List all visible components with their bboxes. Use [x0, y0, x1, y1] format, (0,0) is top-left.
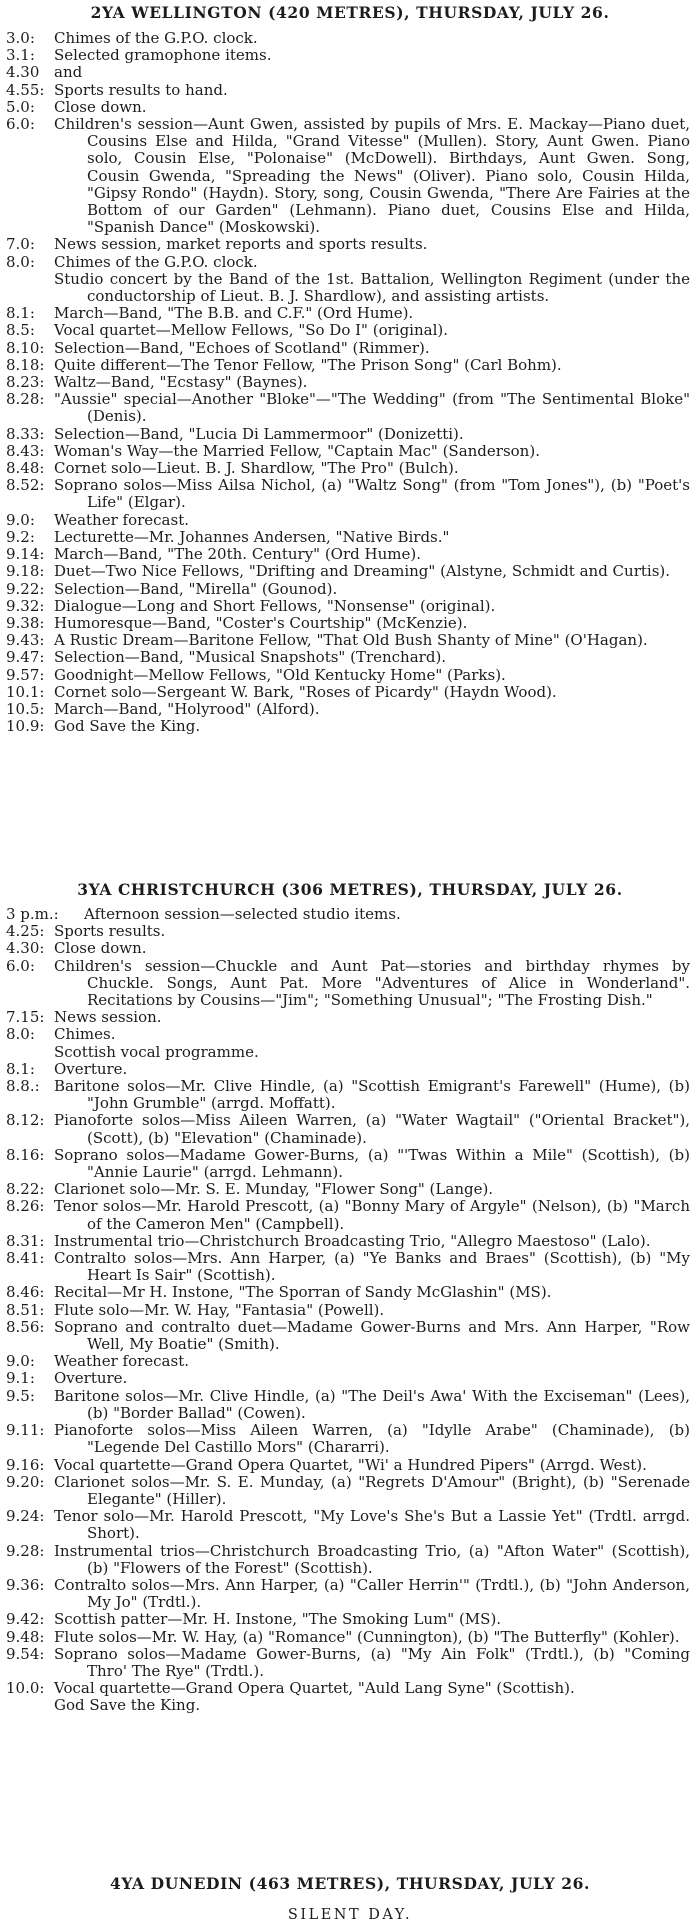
- entry-description: Weather forecast.: [54, 510, 189, 529]
- entry-description: Selection—Band, "Lucia Di Lammermoor" (Donizetti).: [54, 424, 464, 443]
- entry-description: Weather forecast.: [54, 1352, 189, 1371]
- entry-description-cell: [54, 1680, 700, 1697]
- programme-entry: [0, 546, 700, 563]
- entry-time: 9.2:: [6, 527, 35, 546]
- programme-entry: [0, 477, 700, 511]
- entry-description: Soprano and contralto duet—Madame Gower-Burns and Mrs. Ann Harper, "Row Well, My Boatie" (Smith).: [54, 1317, 690, 1354]
- entry-description-cell: [54, 1044, 700, 1061]
- programme-entry: [0, 1198, 700, 1232]
- entry-time: 9.11:: [6, 1421, 45, 1440]
- entry-time: 9.24:: [6, 1507, 45, 1526]
- entry-description-cell: [54, 684, 700, 701]
- entry-description: Flute solo—Mr. W. Hay, "Fantasia" (Powell).: [54, 1300, 385, 1319]
- entry-time: 4.30: [6, 63, 40, 82]
- entry-time: 7.0:: [6, 235, 35, 254]
- entry-description-cell: [54, 1078, 700, 1112]
- programme-entry: [0, 649, 700, 666]
- entry-time: 8.10:: [6, 338, 45, 357]
- programme-entry: [0, 64, 700, 81]
- programme-entry: [0, 99, 700, 116]
- entry-time: 8.48:: [6, 459, 45, 478]
- section-heading-dunedin: 4YA DUNEDIN (463 METRES), THURSDAY, JULY 26.: [110, 1874, 590, 1893]
- entry-description-cell: [54, 1422, 700, 1456]
- entry-description: Contralto solos—Mrs. Ann Harper, (a) "Caller Herrin'" (Trdtl.), (b) "John Anderson, My Jo" (Trdtl.).: [54, 1575, 690, 1612]
- programme-entry: [0, 1302, 700, 1319]
- entry-description: Tenor solo—Mr. Harold Prescott, "My Love's She's But a Lassie Yet" (Trdtl. arrgd. Short).: [54, 1507, 690, 1543]
- schedule-christchurch: [0, 906, 700, 1715]
- programme-entry: [0, 1680, 700, 1697]
- entry-description-cell: [54, 1388, 700, 1422]
- entry-description-cell: [54, 391, 700, 425]
- programme-entry: [0, 1319, 700, 1353]
- entry-description-cell: [54, 701, 700, 718]
- entry-time: 9.1:: [6, 1369, 35, 1388]
- entry-time: 9.54:: [6, 1644, 45, 1663]
- entry-description: Overture.: [54, 1059, 128, 1078]
- entry-time: 9.42:: [6, 1610, 45, 1629]
- entry-description-cell: [54, 667, 700, 684]
- entry-description: Close down.: [54, 939, 147, 958]
- entry-description-cell: [54, 1302, 700, 1319]
- programme-entry: [0, 718, 700, 735]
- entry-description: God Save the King.: [54, 717, 201, 736]
- programme-entry: [0, 236, 700, 253]
- programme-entry: [0, 1353, 700, 1370]
- entry-description: News session.: [54, 1008, 162, 1027]
- entry-description: Afternoon session—selected studio items.: [84, 905, 401, 923]
- entry-description-cell: [54, 1147, 700, 1181]
- entry-description-cell: [54, 116, 700, 236]
- entry-description: Vocal quartette—Grand Opera Quartet, "Auld Lang Syne" (Scottish).: [54, 1679, 575, 1698]
- entry-description: Soprano solos—Miss Ailsa Nichol, (a) "Waltz Song" (from "Tom Jones"), (b) "Poet's Life" (Elgar).: [54, 476, 690, 512]
- entry-description: Sports results.: [54, 922, 166, 941]
- entry-description: March—Band, "Holyrood" (Alford).: [54, 699, 320, 718]
- entry-description: Pianoforte solos—Miss Aileen Warren, (a) "Idylle Arabe" (Chaminade), (b) "Legende Del Castillo Mors" (Chararri).: [54, 1421, 690, 1457]
- entry-time: 7.15:: [6, 1008, 45, 1027]
- entry-description: Chimes of the G.P.O. clock.: [54, 29, 258, 47]
- section-heading-wellington: 2YA WELLINGTON (420 METRES), THURSDAY, JULY 26.: [90, 3, 610, 22]
- entry-description: Pianoforte solos—Miss Aileen Warren, (a) "Water Wagtail" ("Oriental Bracket"), (Scott), (b) "Elevation" (Chaminade).: [54, 1111, 690, 1147]
- entry-time: 8.18:: [6, 355, 45, 374]
- entry-time: 8.26:: [6, 1197, 45, 1216]
- entry-description-cell: [54, 305, 700, 322]
- entry-time: 8.5:: [6, 321, 35, 340]
- entry-description-cell: [54, 598, 700, 615]
- entry-description: Clarionet solos—Mr. S. E. Munday, (a) "Regrets D'Amour" (Bright), (b) "Serenade Elegante" (Hiller).: [54, 1472, 690, 1508]
- programme-entry: [0, 116, 700, 236]
- programme-entry: [0, 254, 700, 271]
- programme-entry: [0, 1112, 700, 1146]
- programme-entry: [0, 615, 700, 632]
- entry-description-cell: [54, 1284, 700, 1301]
- programme-entry: [0, 1508, 700, 1542]
- entry-time: 5.0:: [6, 97, 35, 116]
- entry-description-cell: [54, 1508, 700, 1542]
- entry-time: 8.16:: [6, 1145, 45, 1164]
- entry-description-cell: [84, 906, 700, 923]
- entry-description-cell: [54, 615, 700, 632]
- entry-time: 9.22:: [6, 579, 45, 598]
- entry-time: 9.20:: [6, 1472, 45, 1491]
- programme-entry: [0, 340, 700, 357]
- programme-entry: [0, 667, 700, 684]
- entry-description: Quite different—The Tenor Fellow, "The Prison Song" (Carl Bohm).: [54, 355, 562, 374]
- entry-description-cell: [54, 1181, 700, 1198]
- programme-entry: [0, 426, 700, 443]
- entry-description-cell: [54, 581, 700, 598]
- entry-time: 9.18:: [6, 562, 45, 581]
- entry-description: Baritone solos—Mr. Clive Hindle, (a) "Scottish Emigrant's Farewell" (Hume), (b) "John Grumble" (arrgd. Moffatt).: [54, 1077, 690, 1113]
- entry-time: 9.43:: [6, 631, 45, 650]
- entry-description-cell: [54, 47, 700, 64]
- entry-time: 8.22:: [6, 1180, 45, 1199]
- entry-time: 8.43:: [6, 441, 45, 460]
- entry-description-cell: [54, 374, 700, 391]
- entry-time: 8.31:: [6, 1231, 45, 1250]
- entry-description-cell: [54, 1353, 700, 1370]
- entry-time: 8.56:: [6, 1317, 45, 1336]
- entry-description-cell: [54, 426, 700, 443]
- entry-time: 4.55:: [6, 80, 45, 99]
- entry-time: 9.57:: [6, 665, 45, 684]
- entry-description-cell: [54, 357, 700, 374]
- programme-entry: [0, 460, 700, 477]
- entry-description: Sports results to hand.: [54, 80, 228, 99]
- programme-entry: [0, 1147, 700, 1181]
- entry-description-cell: [54, 563, 700, 580]
- programme-entry: [0, 1044, 700, 1061]
- silent-day-notice: SILENT DAY.: [287, 1907, 413, 1923]
- entry-time: 8.33:: [6, 424, 45, 443]
- entry-description-cell: [54, 1198, 700, 1232]
- entry-time: 9.5:: [6, 1386, 35, 1405]
- programme-entry: [0, 581, 700, 598]
- entry-description: Instrumental trios—Christchurch Broadcasting Trio, (a) "Afton Water" (Scottish), (b) "Flowers of the Forest" (Scottish).: [54, 1541, 690, 1577]
- entry-description-cell: [54, 546, 700, 563]
- entry-description: A Rustic Dream—Baritone Fellow, "That Old Bush Shanty of Mine" (O'Hagan).: [54, 631, 648, 650]
- programme-entry: [0, 357, 700, 374]
- entry-description-cell: [54, 1697, 700, 1714]
- entry-time: 9.14:: [6, 545, 45, 564]
- programme-entry: [0, 1646, 700, 1680]
- entry-description: Instrumental trio—Christchurch Broadcasting Trio, "Allegro Maestoso" (Lalo).: [54, 1231, 651, 1250]
- programme-entry: [0, 443, 700, 460]
- entry-description-cell: [54, 632, 700, 649]
- programme-entry: [0, 1233, 700, 1250]
- entry-description-cell: [54, 460, 700, 477]
- entry-time: 6.0:: [6, 115, 35, 134]
- entry-description-cell: [54, 1250, 700, 1284]
- programme-entry: [0, 529, 700, 546]
- entry-time: 8.1:: [6, 304, 35, 323]
- programme-entry: [0, 701, 700, 718]
- entry-time: 8.0:: [6, 252, 35, 271]
- programme-entry: [0, 906, 700, 923]
- programme-entry: [0, 1457, 700, 1474]
- programme-entry: [0, 1009, 700, 1026]
- entry-description: Clarionet solo—Mr. S. E. Munday, "Flower Song" (Lange).: [54, 1180, 494, 1199]
- entry-description-cell: [54, 1061, 700, 1078]
- entry-description-cell: [54, 1026, 700, 1043]
- entry-description: Chimes.: [54, 1025, 116, 1044]
- entry-description-cell: [54, 940, 700, 957]
- entry-description-cell: [54, 529, 700, 546]
- programme-entry: [0, 1026, 700, 1043]
- entry-description-cell: [54, 271, 700, 305]
- entry-description: Tenor solos—Mr. Harold Prescott, (a) "Bonny Mary of Argyle" (Nelson), (b) "March of the Cameron Men" (Campbell).: [54, 1197, 690, 1233]
- entry-time: 9.47:: [6, 648, 45, 667]
- entry-description-cell: [54, 99, 700, 116]
- programme-entry: [0, 563, 700, 580]
- entry-description: Woman's Way—the Married Fellow, "Captain Mac" (Sanderson).: [54, 441, 540, 460]
- entry-description: Scottish vocal programme.: [54, 1042, 259, 1061]
- entry-description: Waltz—Band, "Ecstasy" (Baynes).: [54, 373, 308, 392]
- entry-description-cell: [54, 82, 700, 99]
- entry-description: March—Band, "The B.B. and C.F." (Ord Hume).: [54, 304, 414, 323]
- entry-time: 4.25:: [6, 922, 45, 941]
- programme-entry: [0, 1250, 700, 1284]
- entry-time: 8.0:: [6, 1025, 35, 1044]
- programme-entry: [0, 1543, 700, 1577]
- entry-description-cell: [54, 1474, 700, 1508]
- programme-entry: [0, 632, 700, 649]
- programme-entry: [0, 1474, 700, 1508]
- entry-description-cell: [54, 1112, 700, 1146]
- entry-description-cell: [54, 1629, 700, 1646]
- entry-time: 9.48:: [6, 1627, 45, 1646]
- entry-description-cell: [54, 1611, 700, 1628]
- entry-description-cell: [54, 322, 700, 339]
- entry-description: Chimes of the G.P.O. clock.: [54, 252, 258, 271]
- entry-time: 8.51:: [6, 1300, 45, 1319]
- entry-time: 3.1:: [6, 46, 35, 65]
- entry-description: Baritone solos—Mr. Clive Hindle, (a) "The Deil's Awa' With the Exciseman" (Lees), (b) "Border Ballad" (Cowen).: [54, 1386, 690, 1422]
- entry-description-cell: [54, 649, 700, 666]
- entry-description-cell: [54, 30, 700, 47]
- entry-description: Lecturette—Mr. Johannes Andersen, "Native Birds.": [54, 527, 450, 546]
- entry-description-cell: [54, 236, 700, 253]
- programme-entry: [0, 1577, 700, 1611]
- entry-time: 8.46:: [6, 1283, 45, 1302]
- entry-description: Children's session—Aunt Gwen, assisted by pupils of Mrs. E. Mackay—Piano duet, Cousins Else and Hilda, "Grand Vitesse" (Mullen). Story, Aunt Gwen. Piano solo, Cousin Else, "Polonaise" (McDowell). Birthdays, Aunt Gwen. Song, Cousin Gwenda, "Spreading the News" (Oliver). Piano solo, Cousin Hilda, "Gipsy Rondo" (Haydn). Story, song, Cousin Gwenda, "There Are Fairies at the Bottom of our Garden" (Lehmann). Piano duet, Cousins Else and Hilda, "Spanish Dance" (Moskowski).: [54, 115, 690, 237]
- programme-entry: [0, 958, 700, 1010]
- programme-entry: [0, 374, 700, 391]
- entry-description: Scottish patter—Mr. H. Instone, "The Smoking Lum" (MS).: [54, 1610, 502, 1629]
- entry-description: Children's session—Chuckle and Aunt Pat—stories and birthday rhymes by Chuckle. Songs, Aunt Pat. More "Adventures of Alice in Wonderland". Recitations by Cousins—"Jim"; "Something Unusual"; "The Frosting Dish.": [54, 956, 690, 1010]
- entry-description-cell: [54, 1457, 700, 1474]
- entry-description-cell: [54, 1543, 700, 1577]
- entry-time: 10.1:: [6, 682, 45, 701]
- entry-description: Dialogue—Long and Short Fellows, "Nonsense" (original).: [54, 596, 496, 615]
- programme-entry: [0, 1370, 700, 1387]
- entry-description: March—Band, "The 20th. Century" (Ord Hume).: [54, 545, 421, 564]
- entry-time: 8.23:: [6, 373, 45, 392]
- entry-description: Close down.: [54, 97, 147, 116]
- programme-entry: [0, 1611, 700, 1628]
- entry-description: Selection—Band, "Musical Snapshots" (Trenchard).: [54, 648, 447, 667]
- programme-entry: [0, 1061, 700, 1078]
- entry-time: 8.12:: [6, 1111, 45, 1130]
- programme-entry: [0, 1697, 700, 1714]
- entry-time: 8.52:: [6, 476, 45, 495]
- entry-description-cell: [54, 443, 700, 460]
- programme-entry: [0, 684, 700, 701]
- entry-description: Contralto solos—Mrs. Ann Harper, (a) "Ye Banks and Braes" (Scottish), (b) "My Heart Is Sair" (Scottish).: [54, 1249, 690, 1285]
- entry-time: 3 p.m.:: [6, 905, 59, 923]
- programme-entry: [0, 1078, 700, 1112]
- entry-time: 8.28:: [6, 390, 45, 409]
- entry-time: 8.1:: [6, 1059, 35, 1078]
- entry-description: "Aussie" special—Another "Bloke"—"The Wedding" (from "The Sentimental Bloke" (Denis).: [54, 390, 690, 426]
- entry-time: 9.16:: [6, 1455, 45, 1474]
- entry-time: 9.0:: [6, 1352, 35, 1371]
- entry-time: 4.30:: [6, 939, 45, 958]
- programme-entry: [0, 1388, 700, 1422]
- entry-description-cell: [54, 1370, 700, 1387]
- entry-description-cell: [54, 1009, 700, 1026]
- entry-description: Humoresque—Band, "Coster's Courtship" (McKenzie).: [54, 613, 468, 632]
- entry-time: 9.28:: [6, 1541, 45, 1560]
- programme-entry: [0, 271, 700, 305]
- section-heading-christchurch: 3YA CHRISTCHURCH (306 METRES), THURSDAY, JULY 26.: [77, 880, 623, 899]
- entry-description: Soprano solos—Madame Gower-Burns, (a) "'Twas Within a Mile" (Scottish), (b) "Annie Laurie" (arrgd. Lehmann).: [54, 1145, 690, 1182]
- entry-time: 9.32:: [6, 596, 45, 615]
- entry-time: 10.9:: [6, 717, 45, 736]
- entry-time: 10.5:: [6, 699, 45, 718]
- entry-time: 6.0:: [6, 956, 35, 975]
- entry-description-cell: [54, 958, 700, 1010]
- entry-time: 8.41:: [6, 1249, 45, 1268]
- programme-entry: [0, 82, 700, 99]
- entry-description: Cornet solo—Sergeant W. Bark, "Roses of Picardy" (Haydn Wood).: [54, 682, 557, 701]
- entry-description: Soprano solos—Madame Gower-Burns, (a) "My Ain Folk" (Trdtl.), (b) "Coming Thro' The Rye" (Trdtl.).: [54, 1644, 690, 1680]
- entry-description-cell: [54, 923, 700, 940]
- entry-description-cell: [54, 340, 700, 357]
- programme-entry: [0, 1629, 700, 1646]
- entry-description: Overture.: [54, 1369, 128, 1388]
- entry-description-cell: [54, 512, 700, 529]
- programme-entry: [0, 30, 700, 47]
- entry-time: 9.36:: [6, 1575, 45, 1594]
- entry-description: and: [54, 63, 83, 82]
- entry-description-cell: [54, 1233, 700, 1250]
- programme-entry: [0, 923, 700, 940]
- entry-description: Goodnight—Mellow Fellows, "Old Kentucky Home" (Parks).: [54, 665, 506, 684]
- entry-description: Selection—Band, "Echoes of Scotland" (Rimmer).: [54, 338, 430, 357]
- programme-entry: [0, 598, 700, 615]
- entry-time: 3.0:: [6, 29, 35, 47]
- entry-time: 9.38:: [6, 613, 45, 632]
- entry-description: Selected gramophone items.: [54, 46, 272, 65]
- entry-description-cell: [54, 64, 700, 81]
- programme-entry: [0, 1181, 700, 1198]
- entry-time: 10.0:: [6, 1679, 45, 1698]
- programme-entry: [0, 47, 700, 64]
- programme-entry: [0, 1422, 700, 1456]
- schedule-wellington: [0, 30, 700, 735]
- entry-description-cell: [54, 718, 700, 735]
- entry-time: 9.0:: [6, 510, 35, 529]
- entry-description: Flute solos—Mr. W. Hay, (a) "Romance" (Cunnington), (b) "The Butterfly" (Kohler).: [54, 1627, 680, 1646]
- programme-entry: [0, 512, 700, 529]
- entry-description: Studio concert by the Band of the 1st. Battalion, Wellington Regiment (under the conductorship of Lieut. B. J. Shardlow), and assisting artists.: [54, 269, 690, 306]
- entry-description: Vocal quartet—Mellow Fellows, "So Do I" (original).: [54, 321, 448, 340]
- entry-time: 8.8.:: [6, 1077, 40, 1096]
- entry-description: Cornet solo—Lieut. B. J. Shardlow, "The Pro" (Bulch).: [54, 459, 459, 478]
- programme-entry: [0, 391, 700, 425]
- entry-description: God Save the King.: [54, 1696, 201, 1715]
- entry-description-cell: [54, 1319, 700, 1353]
- entry-description: Recital—Mr H. Instone, "The Sporran of Sandy McGlashin" (MS).: [54, 1283, 552, 1302]
- programme-entry: [0, 305, 700, 322]
- programme-entry: [0, 1284, 700, 1301]
- programme-entry: [0, 322, 700, 339]
- entry-description: Duet—Two Nice Fellows, "Drifting and Dreaming" (Alstyne, Schmidt and Curtis).: [54, 562, 671, 581]
- entry-description-cell: [54, 1577, 700, 1611]
- entry-description-cell: [54, 1646, 700, 1680]
- entry-description-cell: [54, 477, 700, 511]
- entry-description: Vocal quartette—Grand Opera Quartet, "Wi' a Hundred Pipers" (Arrgd. West).: [54, 1455, 647, 1474]
- entry-description-cell: [54, 254, 700, 271]
- entry-description: Selection—Band, "Mirella" (Gounod).: [54, 579, 338, 598]
- entry-description: News session, market reports and sports results.: [54, 235, 428, 254]
- programme-entry: [0, 940, 700, 957]
